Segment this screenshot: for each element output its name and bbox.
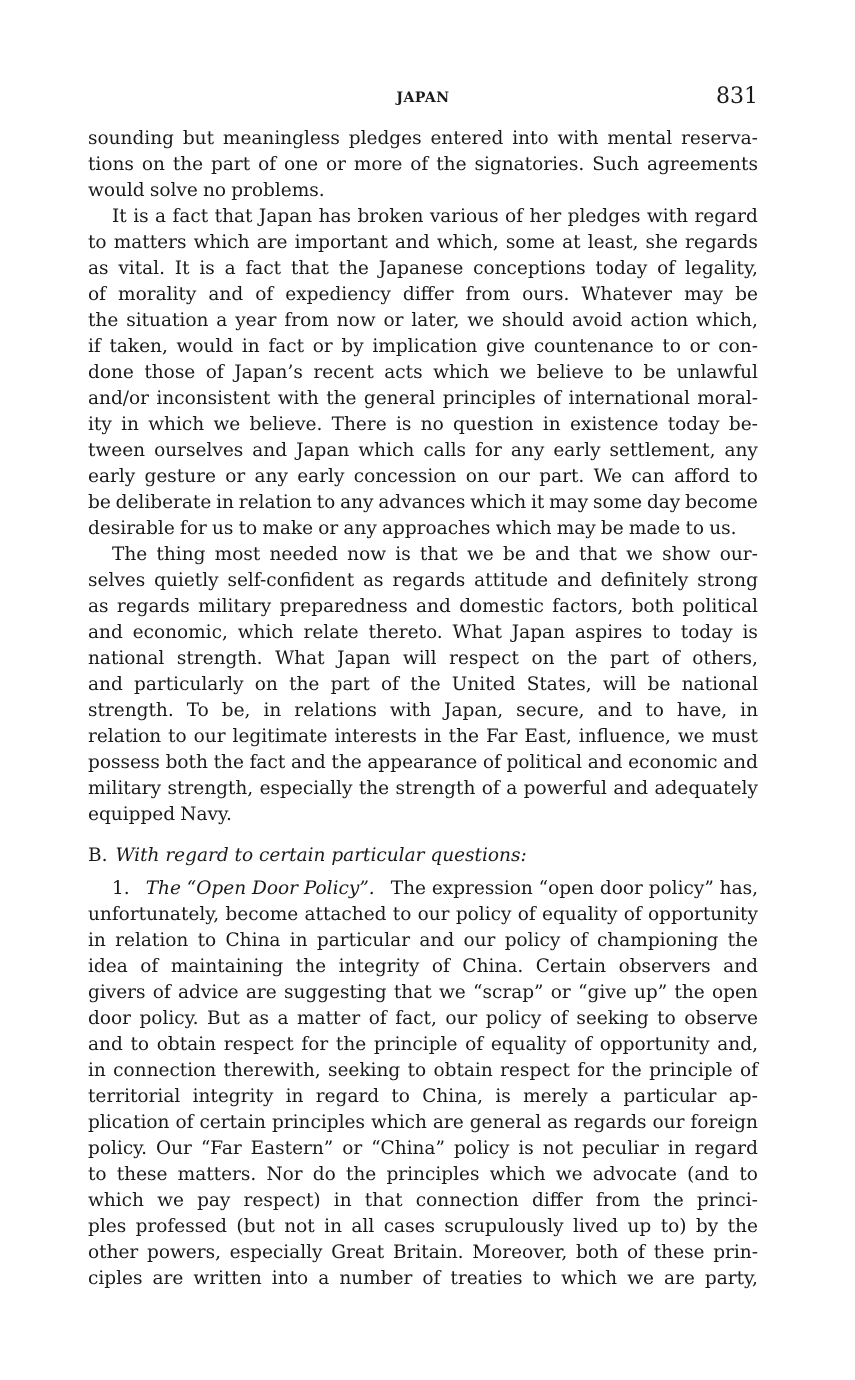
item-first-line-rest: The expression “open door policy” has, xyxy=(390,878,758,899)
item-first-line xyxy=(88,876,758,902)
text-line: in relation to China in particular and our policy of championing the xyxy=(88,930,758,951)
page-header xyxy=(88,84,758,114)
text-line: unfortunately, become attached to our policy of equality of opportunity xyxy=(88,904,758,925)
text-line: be deliberate in relation to any advances which it may some day become xyxy=(88,492,758,513)
item-title: The “Open Door Policy”. xyxy=(145,878,375,899)
text-line: plication of certain principles which are general as regards our foreign xyxy=(88,1112,758,1133)
section-heading xyxy=(88,828,758,876)
text-line: if taken, would in fact or by implication give countenance to or con- xyxy=(88,336,758,357)
text-line: relation to our legitimate interests in the Far East, influence, we must xyxy=(88,726,758,747)
text-line: selves quietly self-confident as regards attitude and definitely strong xyxy=(88,570,758,591)
text-line: of morality and of expediency differ from ours. Whatever may be xyxy=(88,284,758,305)
text-line: idea of maintaining the integrity of China. Certain observers and xyxy=(88,956,758,977)
text-line: which we pay respect) in that connection differ from the princi- xyxy=(88,1190,758,1211)
text-line: ity in which we believe. There is no question in existence today be- xyxy=(88,414,758,435)
text-line: desirable for us to make or any approaches which may be made to us. xyxy=(88,518,737,539)
text-line: the situation a year from now or later, we should avoid action which, xyxy=(88,310,758,331)
text-line: It is a fact that Japan has broken various of her pledges with regard xyxy=(112,206,758,227)
text-line: as vital. It is a fact that the Japanese conceptions today of legality, xyxy=(88,258,758,279)
section-letter: B. xyxy=(88,845,108,866)
text-line: in connection therewith, seeking to obtain respect for the principle of xyxy=(88,1060,758,1081)
text-line: possess both the fact and the appearance of political and economic and xyxy=(88,752,758,773)
page-number: 831 xyxy=(716,84,758,109)
running-head: JAPAN xyxy=(396,90,450,106)
text-line: would solve no problems. xyxy=(88,180,325,201)
text-line: to these matters. Nor do the principles which we advocate (and to xyxy=(88,1164,758,1185)
text-line: and/or inconsistent with the general principles of international moral- xyxy=(88,388,758,409)
text-line: to matters which are important and which, some at least, she regards xyxy=(88,232,758,253)
paragraph xyxy=(88,204,758,542)
paragraph xyxy=(88,542,758,828)
text-line: territorial integrity in regard to China, is merely a particular ap- xyxy=(88,1086,758,1107)
text-line: other powers, especially Great Britain. Moreover, both of these prin- xyxy=(88,1242,758,1263)
text-line: strength. To be, in relations with Japan, secure, and to have, in xyxy=(88,700,758,721)
text-line: tween ourselves and Japan which calls for any early settlement, any xyxy=(88,440,758,461)
paragraphs xyxy=(88,126,758,828)
text-line: equipped Navy. xyxy=(88,804,232,825)
text-line: as regards military preparedness and domestic factors, both political xyxy=(88,596,758,617)
text-line: done those of Japan’s recent acts which we believe to be unlawful xyxy=(88,362,758,383)
text-line: early gesture or any early concession on our part. We can afford to xyxy=(88,466,758,487)
body-text xyxy=(88,126,758,1292)
item-open-door-policy xyxy=(88,876,758,1292)
text-line: and particularly on the part of the United States, will be national xyxy=(88,674,758,695)
text-line: policy. Our “Far Eastern” or “China” policy is not peculiar in regard xyxy=(88,1138,758,1159)
item-number: 1. xyxy=(112,878,130,899)
text-line: military strength, especially the strength of a powerful and adequately xyxy=(88,778,758,799)
text-line: sounding but meaningless pledges entered into with mental reserva- xyxy=(88,128,758,149)
text-line: The thing most needed now is that we be and that we show our- xyxy=(112,544,758,565)
text-line: ciples are written into a number of treaties to which we are party, xyxy=(88,1268,758,1289)
item-text xyxy=(88,902,758,1292)
text-line: national strength. What Japan will respect on the part of others, xyxy=(88,648,758,669)
text-line: door policy. But as a matter of fact, our policy of seeking to observe xyxy=(88,1008,758,1029)
text-line: givers of advice are suggesting that we “scrap” or “give up” the open xyxy=(88,982,758,1003)
text-line: tions on the part of one or more of the signatories. Such agreements xyxy=(88,154,758,175)
paragraph xyxy=(88,126,758,204)
text-line: ples professed (but not in all cases scrupulously lived up to) by the xyxy=(88,1216,758,1237)
text-line: and economic, which relate thereto. What Japan aspires to today is xyxy=(88,622,758,643)
section-title: With regard to certain particular questions: xyxy=(115,845,527,866)
text-line: and to obtain respect for the principle of equality of opportunity and, xyxy=(88,1034,758,1055)
